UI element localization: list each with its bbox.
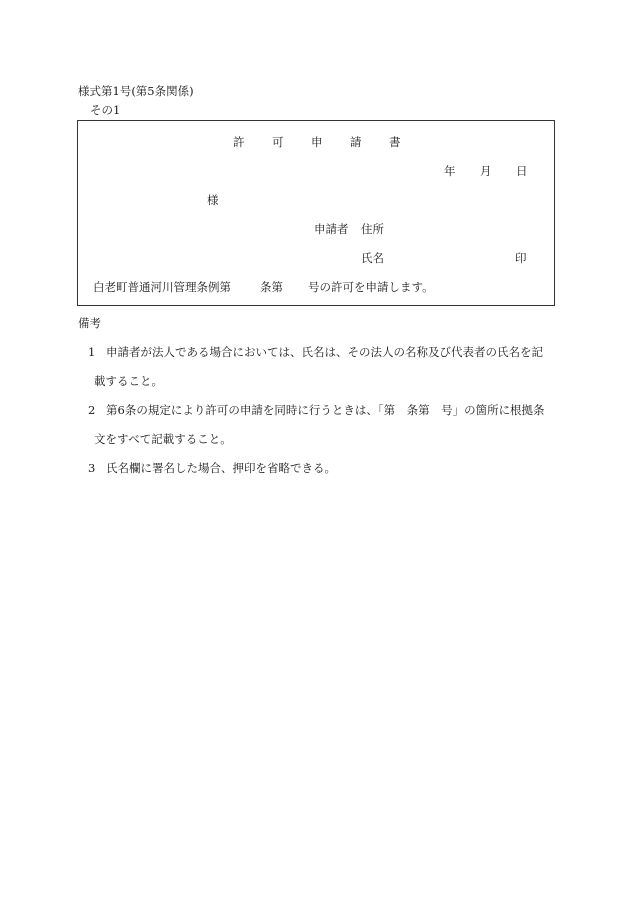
applicant-label: 申請者	[314, 222, 349, 236]
title-char: 請	[350, 135, 362, 149]
name-label: 氏名	[361, 251, 384, 265]
date-month-label: 月	[480, 164, 492, 178]
seal-label: 印	[515, 251, 527, 265]
addressee-suffix: 様	[207, 193, 219, 207]
body-part1: 白老町普通河川管理条例第	[93, 280, 231, 294]
body-part3: 号の許可を申請します。	[308, 280, 434, 294]
address-label: 住所	[361, 222, 384, 236]
notes-heading: 備考	[78, 316, 101, 330]
date-day-label: 日	[516, 164, 528, 178]
note-text-continued: 文をすべて記載すること。	[94, 432, 232, 446]
note-text: 氏名欄に署名した場合、押印を省略できる。	[106, 461, 336, 475]
form-title	[233, 135, 401, 149]
body-part2: 条第	[260, 280, 283, 294]
title-char: 書	[389, 135, 401, 149]
title-char: 申	[311, 135, 323, 149]
title-char: 許	[233, 135, 245, 149]
date-year-label: 年	[444, 164, 456, 178]
note-number: 2	[88, 403, 96, 417]
note-text-continued: 載すること。	[94, 374, 163, 388]
form-variant: その1	[90, 103, 121, 117]
form-number: 様式第1号(第5条関係)	[78, 84, 194, 98]
note-text: 第6条の規定により許可の申請を同時に行うときは、「第 条第 号」の箇所に根拠条	[106, 403, 545, 417]
note-number: 1	[88, 345, 96, 359]
title-char: 可	[272, 135, 284, 149]
note-number: 3	[88, 461, 96, 475]
note-text: 申請者が法人である場合においては、氏名は、その法人の名称及び代表者の氏名を記	[106, 345, 543, 359]
